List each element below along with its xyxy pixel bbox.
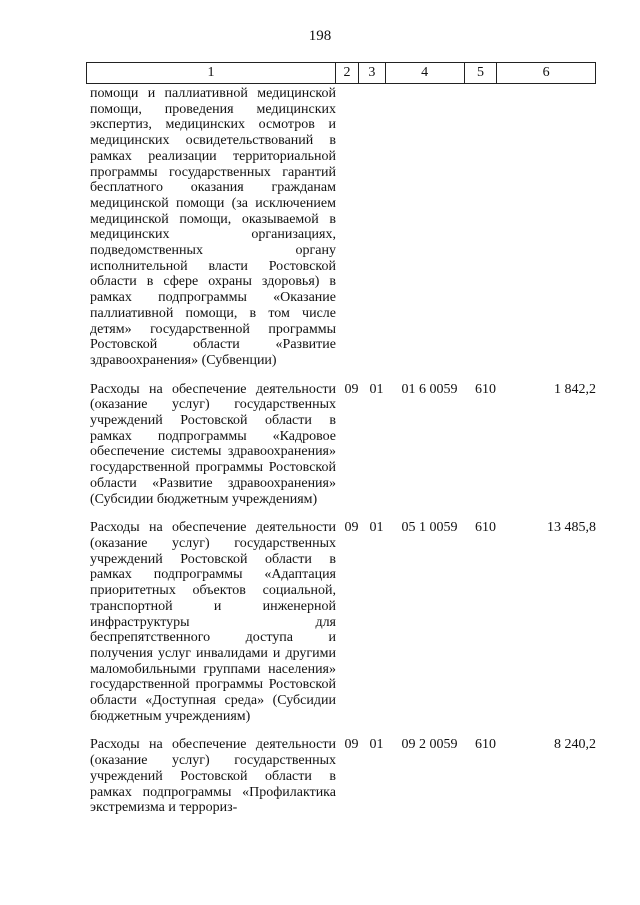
header-col-2: 2	[336, 63, 359, 83]
table-row	[90, 520, 596, 724]
row-description: Расходы на обеспечение деятельности (оказание услуг) государственных учреждений Ростовской области в рамках подпрограммы «Адаптация приоритетных объектов социальной, транспортной и инженерной инфраструктуры для беспрепятственного доступа и получения услуг инвалидами и другими маломобильными группами населения» государственной программы Ростовской области «Доступная среда» (Субсидии бюджетным учреждениям)	[90, 520, 336, 724]
table-row	[90, 382, 596, 508]
table-row	[90, 737, 596, 816]
row-subsection: 01	[369, 381, 384, 397]
row-target-article: 05 1 0059	[401, 520, 458, 536]
table-row	[90, 86, 596, 369]
row-amount: 1 842,2	[554, 381, 596, 397]
page-number: 198	[308, 28, 332, 44]
row-target-article: 01 6 0059	[401, 381, 458, 397]
row-section: 09	[344, 381, 359, 397]
header-col-1: 1	[87, 63, 336, 83]
row-expense-type: 610	[475, 381, 496, 397]
table-header	[86, 62, 596, 84]
header-col-3: 3	[359, 63, 386, 83]
row-description: помощи и паллиативной медицинской помощи, проведения медицинских экспертиз, медицинских осмотров и медицинских освидетельствований в рамках реализации территориальной программы государственных гарантий бесплатного оказания гражданам медицинской помощи (за исключением медицинской помощи, оказываемой в медицинских организациях, подведомственных органу исполнительной власти Ростовской области в сфере охраны здоровья) в рамках подпрограммы «Оказание паллиативной помощи, в том числе детям» государственной программы Ростовской области «Развитие здравоохранения» (Субвенции)	[90, 86, 336, 368]
row-description: Расходы на обеспечение деятельности (оказание услуг) государственных учреждений Ростовской области в рамках подпрограммы «Кадровое обеспечение системы здравоохранения» государственной программы Ростовской области «Развитие здравоохранения» (Субсидии бюджетным учреждениям)	[90, 381, 336, 507]
row-amount: 8 240,2	[554, 737, 596, 753]
header-col-4: 4	[386, 63, 465, 83]
row-description: Расходы на обеспечение деятельности (оказание услуг) государственных учреждений Ростовской области в рамках подпрограммы «Профилактика экстремизма и террориз-	[90, 737, 336, 816]
table-body	[90, 86, 596, 816]
row-expense-type: 610	[475, 520, 496, 536]
row-target-article: 09 2 0059	[401, 737, 458, 753]
row-subsection: 01	[369, 520, 384, 536]
row-amount: 13 485,8	[547, 520, 596, 536]
header-col-5: 5	[465, 63, 498, 83]
row-expense-type: 610	[475, 737, 496, 753]
row-section: 09	[344, 520, 359, 536]
header-col-6: 6	[542, 65, 550, 80]
row-subsection: 01	[369, 737, 384, 753]
row-section: 09	[344, 737, 359, 753]
